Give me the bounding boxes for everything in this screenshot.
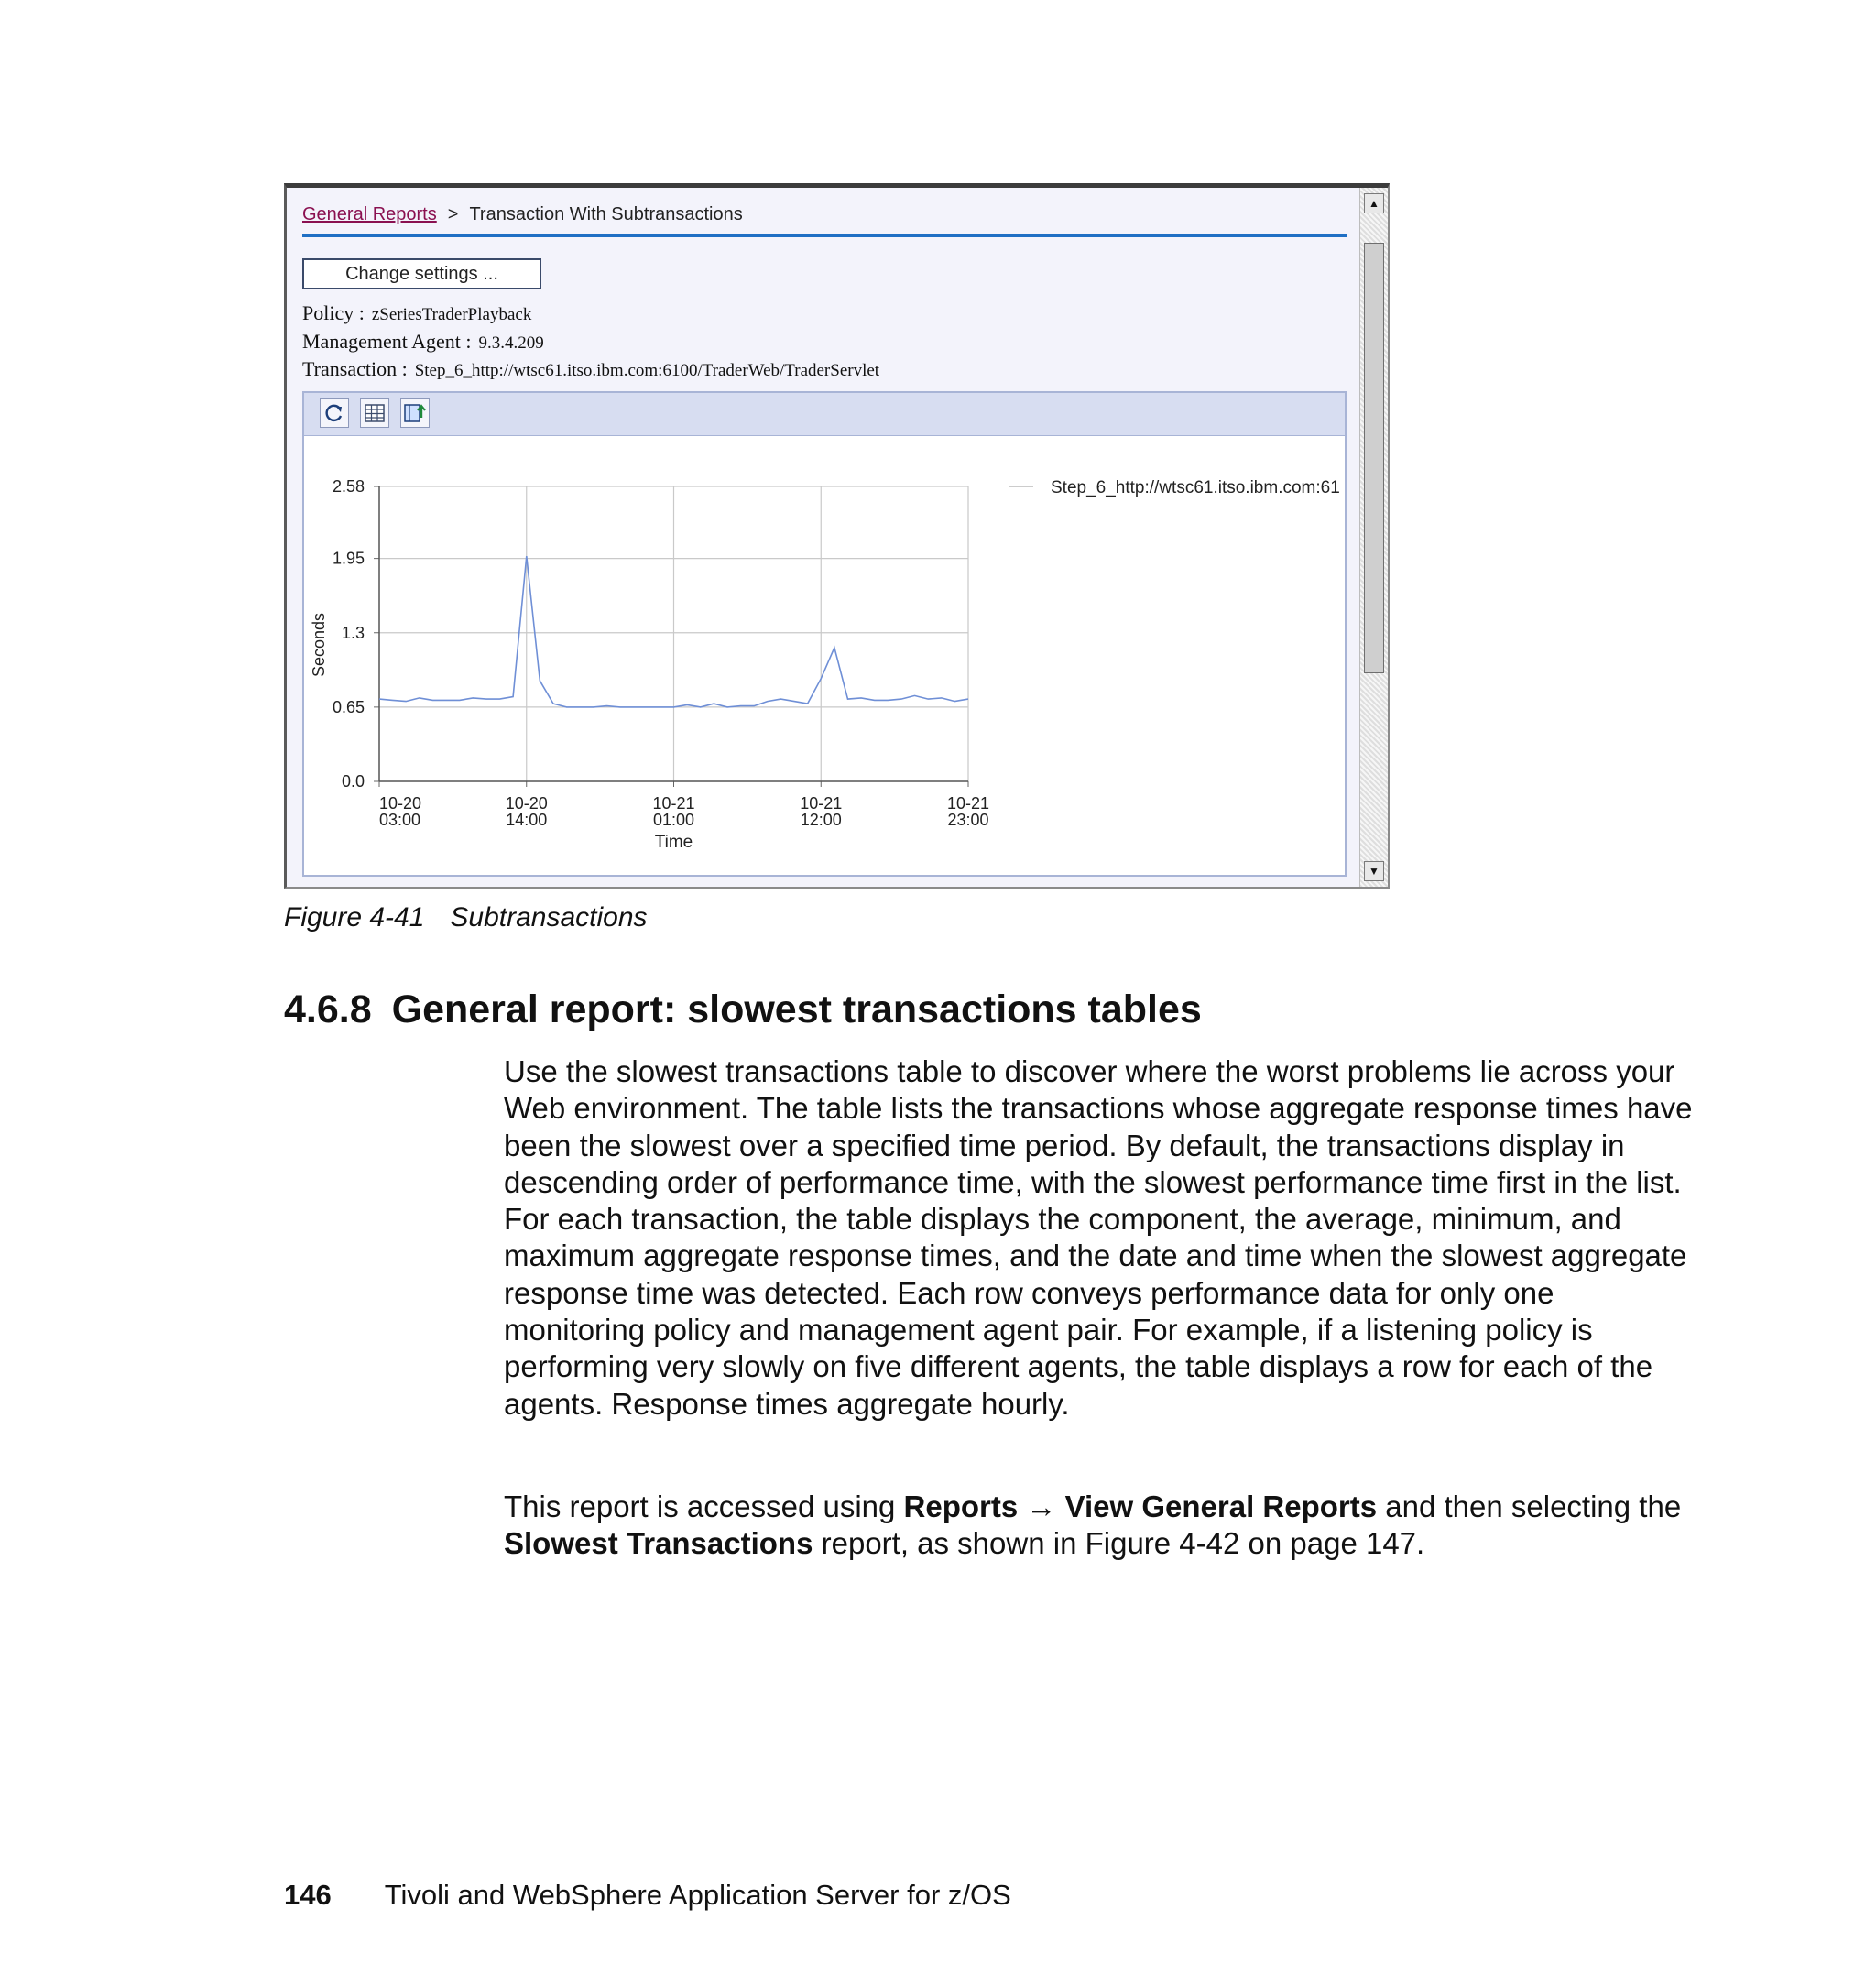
figure-number: Figure 4-41	[284, 902, 425, 933]
x-tick-label: 01:00	[652, 811, 695, 829]
transaction-label: Transaction :	[302, 357, 408, 380]
legend-label: Step_6_http://wtsc61.itso.ibm.com:61	[1051, 478, 1340, 497]
header-divider	[302, 234, 1347, 237]
x-tick-label: 10-21	[652, 794, 695, 813]
breadcrumb-separator: >	[447, 204, 459, 224]
x-tick-label: 03:00	[379, 811, 421, 829]
breadcrumb-current: Transaction With Subtransactions	[469, 204, 743, 224]
report-slowest-transactions: Slowest Transactions	[504, 1526, 813, 1561]
y-tick-label: 0.0	[341, 772, 365, 791]
transaction-value: Step_6_http://wtsc61.itso.ibm.com:6100/TraderWeb/TraderServlet	[414, 361, 880, 380]
change-settings-button[interactable]: Change settings ...	[302, 258, 541, 289]
y-tick-label: 1.95	[332, 549, 365, 568]
menu-arrow: →	[1018, 1490, 1065, 1523]
section-title: General report: slowest transactions tables	[391, 988, 1202, 1031]
y-tick-label: 2.58	[332, 477, 365, 496]
x-tick-label: 10-21	[946, 794, 990, 813]
menu-reports: Reports	[903, 1490, 1019, 1523]
x-tick-label: 10-20	[505, 794, 548, 813]
breadcrumb-link-general-reports[interactable]: General Reports	[302, 204, 437, 224]
section-number: 4.6.8	[284, 988, 372, 1031]
y-axis-title: Seconds	[310, 612, 328, 678]
x-tick-label: 10-21	[800, 794, 843, 813]
chart-grid	[379, 486, 968, 781]
figure-title: Subtransactions	[450, 902, 648, 933]
y-tick-label: 1.3	[341, 623, 365, 642]
figure-caption	[284, 902, 648, 933]
report-screenshot	[284, 183, 1390, 889]
menu-view-general-reports: View General Reports	[1064, 1490, 1378, 1523]
scroll-down-button[interactable]: ▼	[1364, 861, 1384, 881]
x-tick-label: 12:00	[800, 811, 842, 829]
x-tick-label: 10-20	[379, 794, 422, 813]
response-time-chart	[304, 435, 1345, 875]
chart-labels	[310, 477, 1340, 852]
body-paragraph-1: Use the slowest transactions table to discover where the worst problems lie across your Web environment. The table lists the transactions whose aggregate response times have been the slowest over a specified time period. By default, the transactions display in descending order of performance time, with the slowest performance time first in the list. For each transaction, the table displays the component, the average, minimum, and maximum aggregate response times, and the date and time when the slowest aggregate response time was detected. Each row conveys performance data for only one monitoring policy and management agent pair. For example, if a listening policy is performing very slowly on five different agents, the table displays a row for each of the agents. Response times aggregate hourly.	[504, 1054, 1693, 1421]
x-tick-label: 14:00	[506, 811, 548, 829]
body-paragraph-2	[504, 1489, 1695, 1563]
report-toolbar	[304, 393, 1345, 436]
transaction-row	[302, 357, 879, 381]
report-panel	[302, 391, 1347, 877]
export-icon	[401, 399, 429, 427]
breadcrumb	[302, 204, 743, 225]
para2-text-3: report, as shown in Figure 4-42 on page 147.	[813, 1526, 1425, 1561]
refresh-button[interactable]	[320, 398, 349, 428]
policy-value: zSeriesTraderPlayback	[371, 305, 532, 324]
chart-axes	[374, 486, 968, 787]
book-title: Tivoli and WebSphere Application Server for z/OS	[384, 1879, 1011, 1911]
policy-row	[302, 301, 531, 325]
section-heading	[284, 988, 1202, 1032]
management-agent-value: 9.3.4.209	[478, 333, 544, 353]
y-tick-label: 0.65	[332, 697, 365, 716]
management-agent-row	[302, 330, 544, 354]
table-view-icon	[361, 399, 388, 427]
x-tick-label: 23:00	[947, 811, 989, 829]
page-number: 146	[284, 1879, 332, 1911]
para2-text-2: and then selecting the	[1377, 1490, 1682, 1523]
export-button[interactable]	[400, 398, 430, 428]
para2-text-1: This report is accessed using	[504, 1490, 904, 1523]
vertical-scrollbar[interactable]	[1359, 188, 1388, 887]
page-footer	[284, 1879, 1011, 1912]
scroll-up-button[interactable]: ▲	[1364, 193, 1384, 213]
policy-label: Policy :	[302, 301, 365, 324]
table-view-button[interactable]	[360, 398, 389, 428]
scrollbar-thumb[interactable]	[1364, 243, 1384, 673]
refresh-icon	[321, 399, 348, 427]
x-axis-title: Time	[654, 833, 693, 852]
management-agent-label: Management Agent :	[302, 330, 472, 353]
